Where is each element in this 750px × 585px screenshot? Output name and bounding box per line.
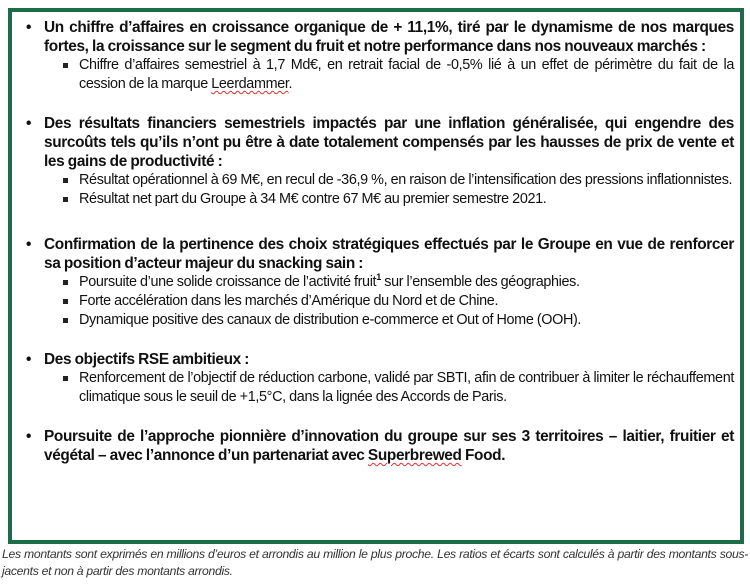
square-bullet-icon: [63, 299, 68, 304]
square-bullet-icon: [63, 280, 68, 285]
section-innovation: • Poursuite de l’approche pionnière d’innovation du groupe sur ses 3 territoires – laitier, fruitier et végétal – avec l’annonce d’un partenariat avec Superbrewed Food.: [26, 428, 734, 464]
footnote: Les montants sont exprimés en millions d’euros et arrondis au million le plus proche. Les ratios et écarts sont calculés à partir des montants sous-jacents et non à partir des montants arrondis.: [2, 547, 748, 578]
list-item: Renforcement de l’objectif de réduction carbone, validé par SBTI, afin de contribuer à limiter le réchauffement climatique sous le seuil de +1,5°C, dans la lignée des Accords de Paris.: [12, 369, 740, 407]
headline: Confirmation de la pertinence des choix stratégiques effectués par le Groupe en vue de renforcer sa position d’acteur majeur du snacking sain :: [44, 236, 734, 272]
footnote-marker: 1: [376, 272, 381, 283]
section-strategy: [12, 235, 740, 330]
bullet-icon: •: [26, 19, 32, 36]
list-item: Forte accélération dans les marchés d’Amérique du Nord et de Chine.: [12, 292, 740, 311]
list-item: Résultat opérationnel à 69 M€, en recul de -36,9 %, en raison de l’intensification des pressions inflationnistes.: [12, 171, 740, 190]
section-results: [12, 114, 740, 209]
bullet-icon: •: [26, 115, 32, 132]
square-bullet-icon: [63, 197, 68, 202]
square-bullet-icon: [63, 178, 68, 183]
headline: Un chiffre d’affaires en croissance organique de + 11,1%, tiré par le dynamisme de nos marques fortes, la croissance sur le segment du fruit et notre performance dans nos nouveaux marchés :: [44, 19, 734, 55]
list-item: Résultat net part du Groupe à 34 M€ contre 67 M€ au premier semestre 2021.: [12, 190, 740, 209]
headline: Des objectifs RSE ambitieux :: [44, 351, 250, 368]
bullet-icon: •: [26, 351, 32, 368]
bullet-icon: •: [26, 428, 32, 445]
spellcheck-word: Leerdammer: [211, 76, 289, 92]
list-item: Poursuite d’une solide croissance de l’activité fruit$^1$ sur l’ensemble des géographies.: [12, 273, 740, 292]
highlights-box: [8, 8, 744, 544]
square-bullet-icon: [63, 318, 68, 323]
section-revenue: [12, 18, 740, 94]
list-item: Dynamique positive des canaux de distribution e-commerce et Out of Home (OOH).: [12, 311, 740, 330]
square-bullet-icon: [63, 63, 68, 68]
square-bullet-icon: [63, 376, 68, 381]
list-item: Chiffre d’affaires semestriel à 1,7 Md€, en retrait facial de -0,5% lié à un effet de périmètre du fait de la cession de la marque Leerdammer.: [12, 56, 740, 94]
bullet-icon: •: [26, 236, 32, 253]
section-csr: [12, 350, 740, 407]
spellcheck-word: Superbrewed: [367, 447, 462, 464]
headline: Des résultats financiers semestriels impactés par une inflation généralisée, qui engendre des surcoûts tels qu’ils n’ont pu être à date totalement compensés par les hausses de prix de vente et les gains de productivité :: [44, 115, 734, 170]
